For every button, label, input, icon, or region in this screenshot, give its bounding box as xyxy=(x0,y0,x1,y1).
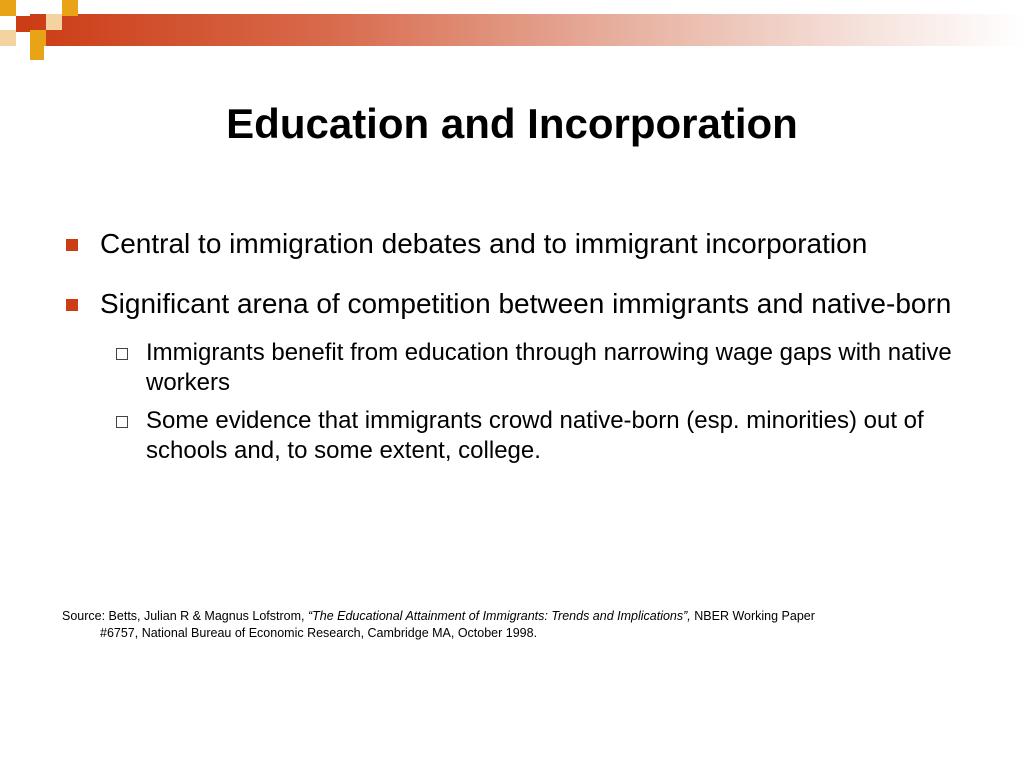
hollow-square-bullet-icon xyxy=(116,416,128,428)
sub-bullet-text: Some evidence that immigrants crowd native-born (esp. minorities) out of schools and, to some extent, college. xyxy=(146,407,924,464)
source-suffix: NBER Working Paper xyxy=(690,609,815,623)
source-prefix: Source: Betts, Julian R & Magnus Lofstrom, xyxy=(62,609,308,623)
square-bullet-icon xyxy=(66,299,78,311)
decor-square xyxy=(30,46,44,60)
source-line2: #6757, National Bureau of Economic Research, Cambridge MA, October 1998. xyxy=(100,626,538,640)
sub-bullet-item xyxy=(106,406,984,466)
sub-bullet-list xyxy=(106,338,984,466)
bullet-text: Significant arena of competition between immigrants and native-born xyxy=(100,288,952,319)
source-paper-title: “The Educational Attainment of Immigrants: Trends and Implications”, xyxy=(307,609,691,623)
hollow-square-bullet-icon xyxy=(116,348,128,360)
source-citation xyxy=(62,608,962,642)
bullet-text: Central to immigration debates and to immigrant incorporation xyxy=(100,228,868,259)
sub-bullet-item xyxy=(106,338,984,398)
square-bullet-icon xyxy=(66,239,78,251)
decor-square xyxy=(62,0,78,16)
bullet-list xyxy=(64,226,984,490)
bullet-item xyxy=(64,226,984,262)
decor-square xyxy=(0,30,16,46)
sub-bullet-text: Immigrants benefit from education through narrowing wage gaps with native workers xyxy=(146,339,952,396)
decor-square xyxy=(0,0,16,16)
decor-square xyxy=(30,30,46,46)
header-gradient-band xyxy=(30,14,1024,46)
slide-title: Education and Incorporation xyxy=(226,100,798,147)
decor-square xyxy=(46,14,62,30)
bullet-item xyxy=(64,286,984,466)
